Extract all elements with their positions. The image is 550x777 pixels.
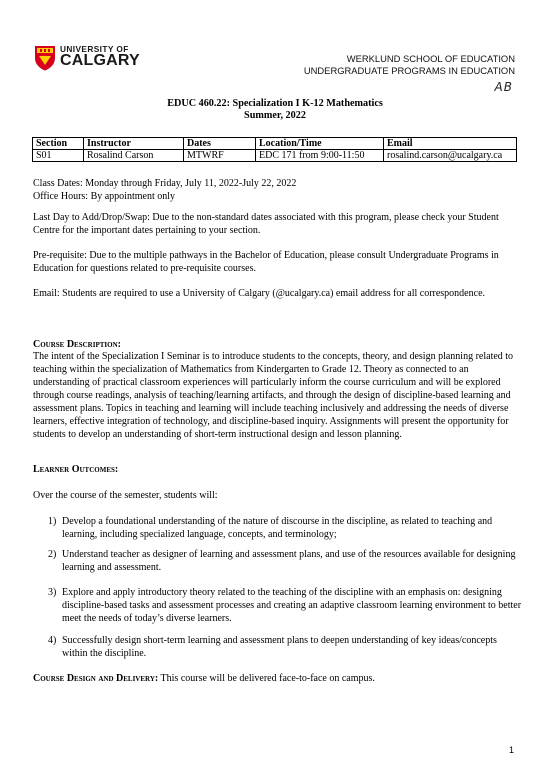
list-item: [48, 634, 522, 660]
list-item: [48, 586, 522, 625]
logo-line-2: CALGARY: [60, 52, 140, 69]
logo-line-1: UNIVERSITY OF: [60, 44, 129, 54]
university-logo: [34, 44, 154, 74]
table-cell: EDC 171 from 9:00-11:50: [256, 150, 384, 162]
list-number: 2): [48, 549, 57, 560]
table-header-cell: Instructor: [84, 138, 184, 150]
list-text: Develop a foundational understanding of the nature of discourse in the discipline, as related to teaching and learning, including specialized language, concepts, and terminology;: [62, 516, 493, 540]
crest-icon: [34, 44, 56, 71]
handwritten-stamp: AB: [494, 80, 513, 94]
last-day-paragraph: Last Day to Add/Drop/Swap: Due to the non-standard dates associated with this program, please check your Student Centre for the important dates pertaining to your section.: [33, 212, 499, 236]
page-number: 1: [508, 745, 514, 755]
table-header-cell: Email: [384, 138, 517, 150]
email-link[interactable]: rosalind.carson@ucalgary.ca: [384, 150, 517, 162]
department-header: [304, 53, 515, 77]
course-title-block: [0, 98, 550, 122]
list-text: Explore and apply introductory theory related to the teaching of the discipline with an emphasis on: designing discipline-based tasks and assessment processes and creating an adaptive classroom learning environment to better meet the needs of today’s diverse learners.: [62, 587, 522, 624]
table-row: [33, 150, 517, 162]
class-dates-block: [33, 177, 521, 203]
course-term: Summer, 2022: [244, 110, 306, 121]
delivery-text: This course will be delivered face-to-face on campus.: [158, 673, 375, 684]
program-name: UNDERGRADUATE PROGRAMS IN EDUCATION: [303, 65, 515, 76]
school-name: WERKLUND SCHOOL OF EDUCATION: [346, 53, 515, 64]
section-table: [32, 137, 517, 162]
delivery-heading: Course Design and Delivery:: [33, 673, 159, 684]
prereq-paragraph: Pre-requisite: Due to the multiple pathways in the Bachelor of Education, please consult Undergraduate Programs in Education for questions related to pre-requisite courses.: [33, 250, 499, 274]
list-number: 1): [48, 516, 57, 527]
email-paragraph: Email: Students are required to use a University of Calgary (@ucalgary.ca) email address for all correspondence.: [33, 288, 486, 299]
table-header-row: [33, 138, 517, 150]
table-header-cell: Location/Time: [256, 138, 384, 150]
description-heading: Course Description:: [33, 339, 121, 350]
table-cell: S01: [33, 150, 84, 162]
list-text: Understand teacher as designer of learning and assessment plans, and use of the resources available for designing learning and assessment.: [62, 549, 516, 573]
list-item: [48, 515, 522, 541]
table-header-cell: Dates: [184, 138, 256, 150]
table-cell: Rosalind Carson: [84, 150, 184, 162]
delivery-paragraph: [33, 672, 521, 685]
outcomes-intro: Over the course of the semester, students will:: [33, 490, 218, 501]
outcomes-heading: Learner Outcomes:: [33, 464, 119, 475]
list-text: Successfully design short-term learning and assessment plans to deepen understanding of key ideas/concepts within the discipline.: [62, 635, 497, 659]
list-number: 3): [48, 587, 57, 598]
table-header-cell: Section: [33, 138, 84, 150]
list-number: 4): [48, 635, 57, 646]
description-paragraph: The intent of the Specialization I Seminar is to introduce students to the concepts, theory, and design planning related to teaching within the specialization of Mathematics from Kindergarten to Grade 12. Theory as connected to an understanding of practical classroom experiences will particularly inform the course curriculum and will be explored through course readings, analysis of teaching/learning artifacts, and through the design of discipline-based learning and assessment plans. Topics in teaching and learning will include teaching inclusively and addressing the needs of diverse learners, effective integration of technology, and discipline-based inquiry. Assignments will present the opportunity for students to develop an understanding of short-term instructional design and lesson planning.: [33, 351, 514, 440]
list-item: [48, 548, 522, 574]
office-hours: Office Hours: By appointment only: [33, 191, 176, 202]
class-dates: Class Dates: Monday through Friday, July 11, 2022-July 22, 2022: [33, 178, 297, 189]
table-cell: MTWRF: [184, 150, 256, 162]
course-title: EDUC 460.22: Specialization I K-12 Mathematics: [167, 98, 383, 109]
